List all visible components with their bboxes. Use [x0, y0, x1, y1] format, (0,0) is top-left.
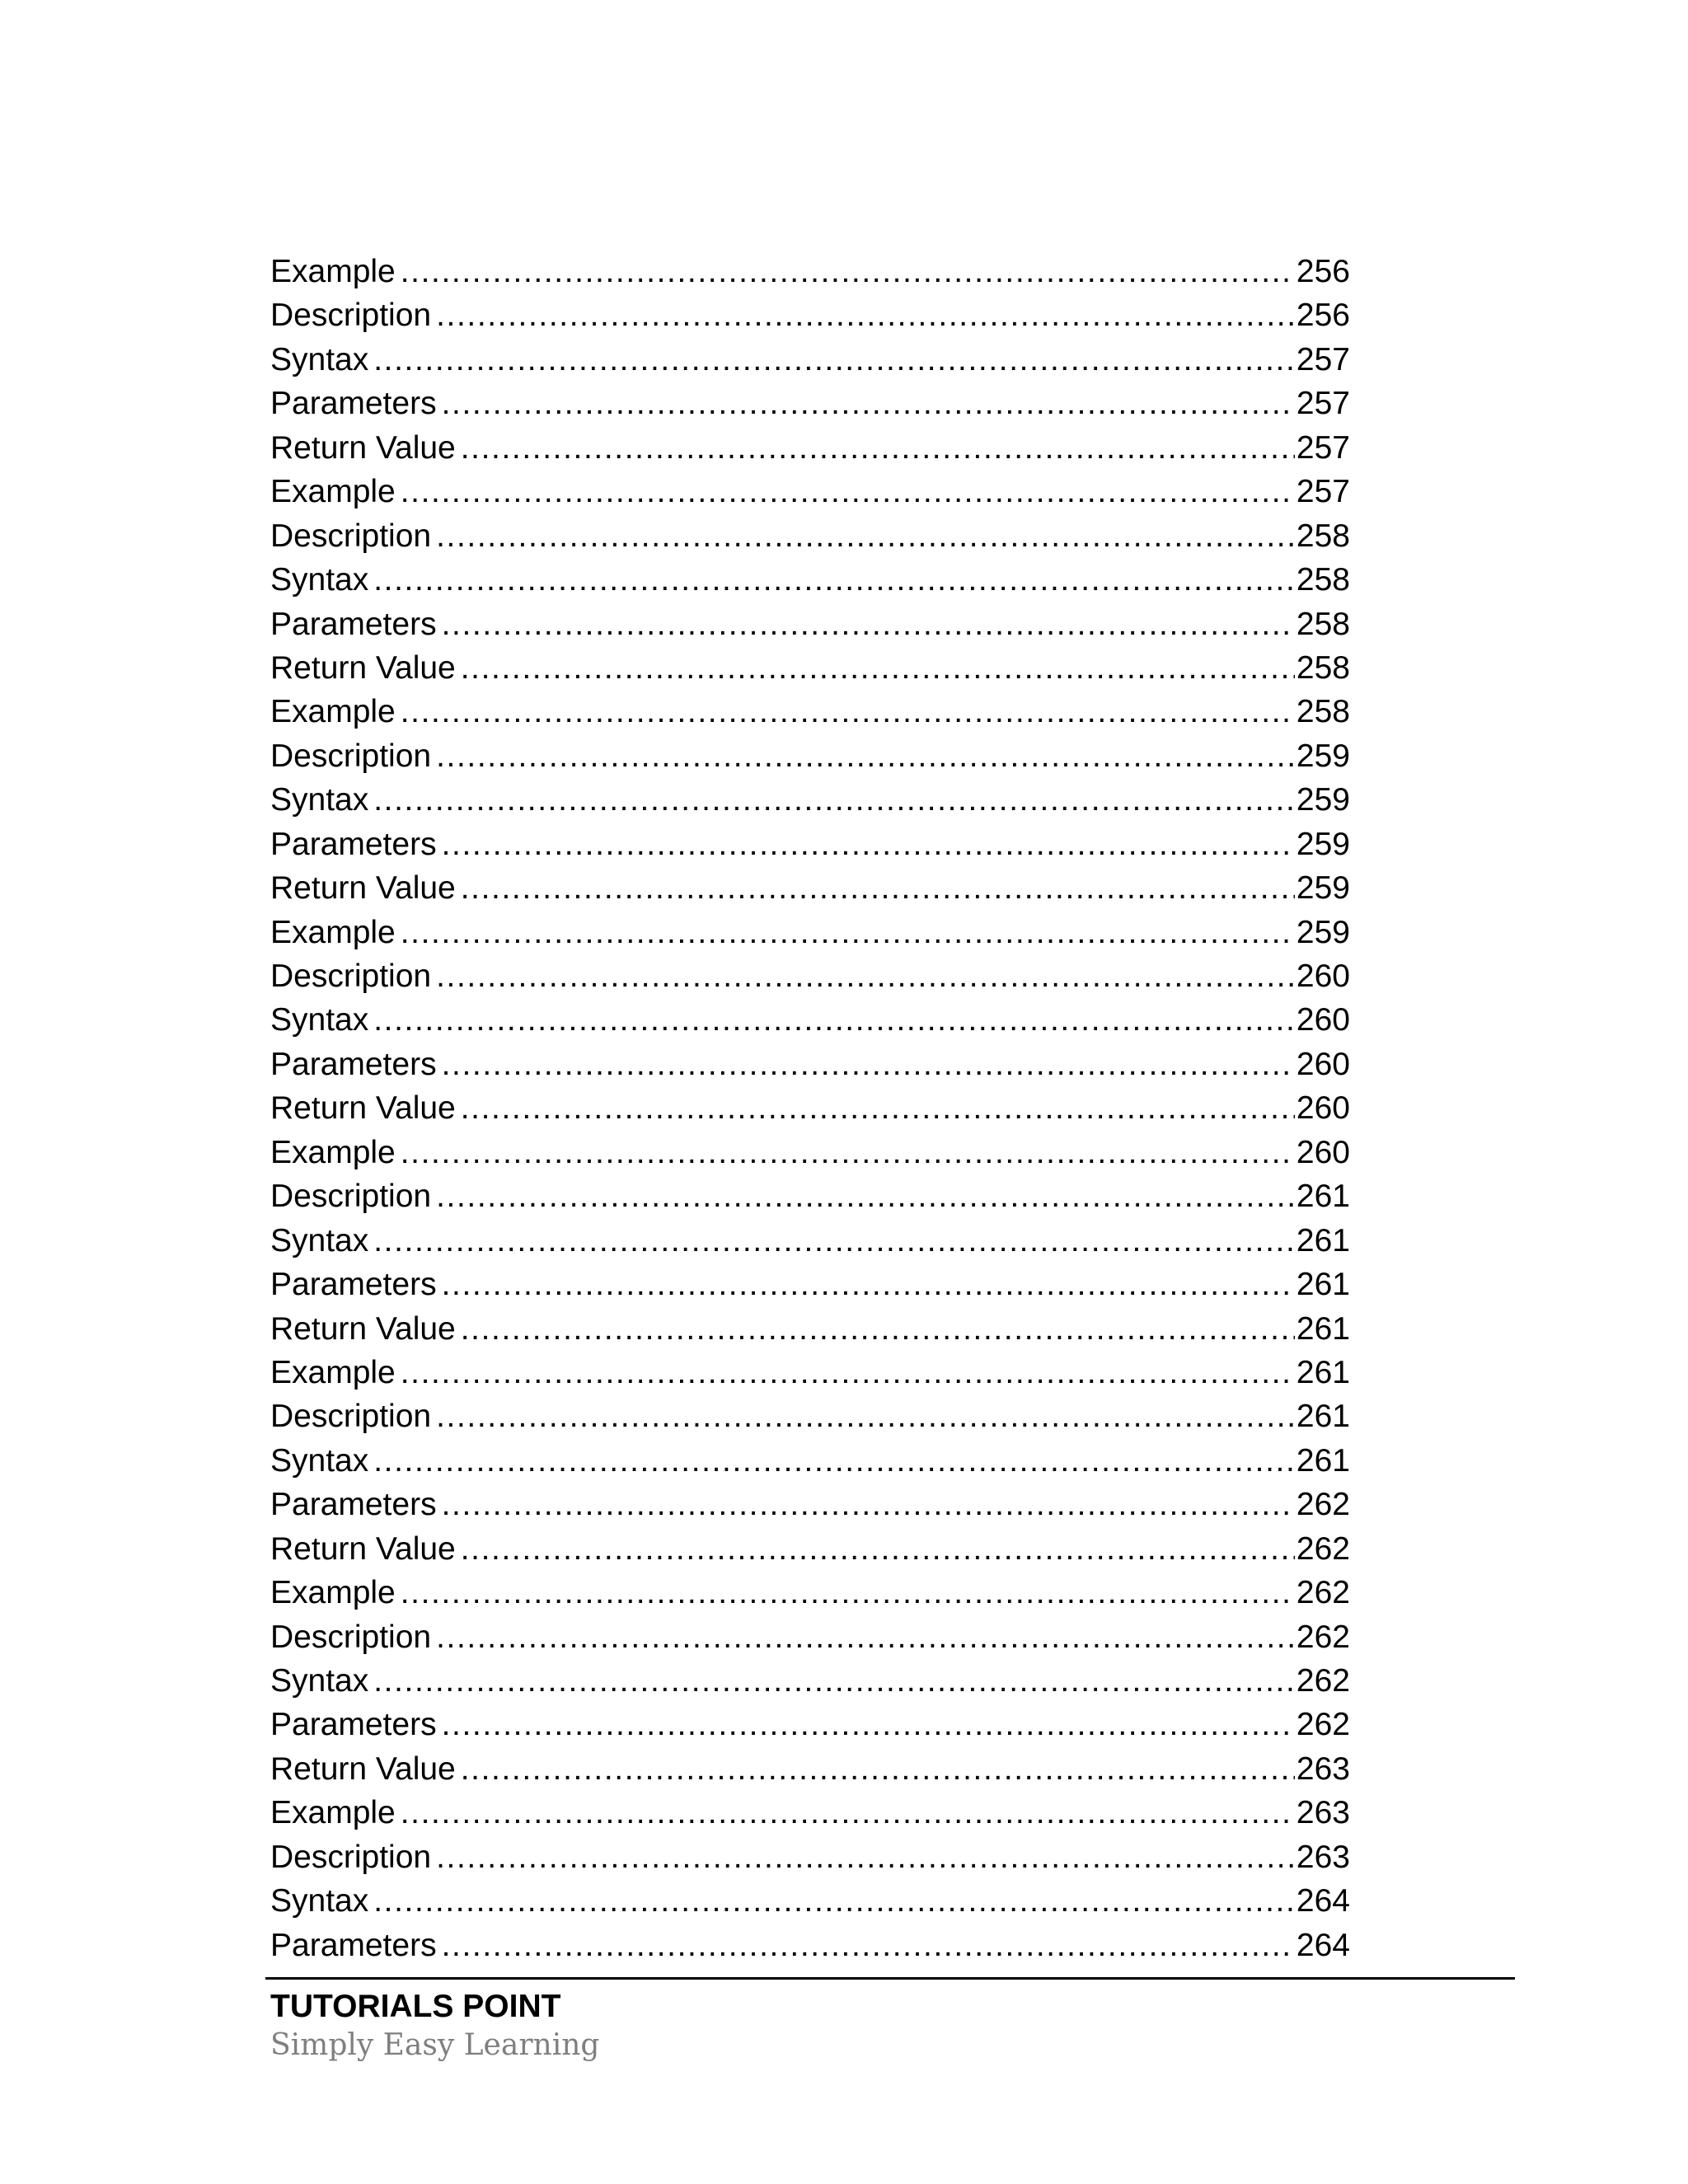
- toc-entry[interactable]: [270, 293, 1350, 337]
- toc-dot-leader: [436, 1394, 1295, 1438]
- toc-entry-label: Description: [270, 738, 432, 774]
- toc-entry[interactable]: [270, 1043, 1350, 1086]
- toc-entry[interactable]: [270, 690, 1350, 733]
- toc-entry-label: Syntax: [270, 1442, 369, 1479]
- toc-dot-leader: [401, 690, 1295, 733]
- toc-entry-page-number: 258: [1296, 606, 1350, 642]
- toc-entry[interactable]: [270, 1527, 1350, 1571]
- toc-entry-page-number: 263: [1296, 1839, 1350, 1875]
- toc-dot-leader: [461, 866, 1295, 910]
- toc-entry-page-number: 256: [1296, 298, 1350, 334]
- toc-dot-leader: [401, 1791, 1295, 1835]
- toc-entry-label: Description: [270, 1179, 432, 1215]
- toc-dot-leader: [442, 823, 1295, 866]
- toc-dot-leader: [373, 558, 1295, 602]
- toc-dot-leader: [461, 1527, 1295, 1571]
- toc-dot-leader: [373, 1879, 1295, 1923]
- toc-entry[interactable]: [270, 514, 1350, 558]
- toc-entry-page-number: 261: [1296, 1179, 1350, 1215]
- toc-entry-label: Description: [270, 518, 432, 554]
- toc-entry-label: Syntax: [270, 1002, 369, 1038]
- toc-dot-leader: [436, 1174, 1295, 1218]
- toc-entry[interactable]: [270, 1263, 1350, 1306]
- toc-dot-leader: [373, 1439, 1295, 1483]
- toc-dot-leader: [436, 734, 1295, 778]
- toc-entry-label: Parameters: [270, 1707, 437, 1743]
- toc-dot-leader: [461, 646, 1295, 690]
- toc-dot-leader: [373, 1659, 1295, 1703]
- toc-entry-page-number: 262: [1296, 1530, 1350, 1567]
- toc-entry-page-number: 261: [1296, 1310, 1350, 1347]
- toc-entry-label: Return Value: [270, 870, 456, 907]
- toc-dot-leader: [442, 602, 1295, 646]
- toc-dot-leader: [401, 1131, 1295, 1174]
- toc-entry-label: Parameters: [270, 1267, 437, 1303]
- toc-entry-label: Return Value: [270, 1310, 456, 1347]
- toc-entry-label: Example: [270, 694, 396, 730]
- toc-entry-page-number: 259: [1296, 782, 1350, 818]
- toc-entry-page-number: 258: [1296, 562, 1350, 598]
- toc-entry[interactable]: [270, 954, 1350, 998]
- toc-entry-label: Parameters: [270, 386, 437, 422]
- toc-dot-leader: [401, 250, 1295, 293]
- toc-entry-page-number: 263: [1296, 1795, 1350, 1831]
- table-of-contents: [270, 250, 1350, 1967]
- toc-dot-leader: [436, 954, 1295, 998]
- toc-entry-label: Description: [270, 1839, 432, 1875]
- toc-entry[interactable]: [270, 338, 1350, 382]
- toc-dot-leader: [461, 1307, 1295, 1351]
- toc-entry-page-number: 261: [1296, 1354, 1350, 1390]
- toc-entry-label: Parameters: [270, 1927, 437, 1963]
- toc-entry-label: Example: [270, 1134, 396, 1170]
- toc-dot-leader: [401, 911, 1295, 954]
- toc-entry[interactable]: [270, 911, 1350, 954]
- toc-entry-page-number: 257: [1296, 386, 1350, 422]
- toc-entry[interactable]: [270, 778, 1350, 822]
- toc-dot-leader: [436, 1835, 1295, 1879]
- footer-divider: [265, 1977, 1515, 1980]
- toc-dot-leader: [401, 470, 1295, 513]
- toc-dot-leader: [461, 1086, 1295, 1130]
- toc-entry[interactable]: [270, 1174, 1350, 1218]
- footer-tagline: Simply Easy Learning: [270, 2028, 600, 2062]
- toc-entry[interactable]: [270, 1924, 1350, 1967]
- toc-entry-page-number: 257: [1296, 429, 1350, 466]
- toc-entry-page-number: 258: [1296, 649, 1350, 686]
- toc-entry-page-number: 262: [1296, 1575, 1350, 1611]
- toc-dot-leader: [461, 426, 1295, 470]
- toc-entry-label: Return Value: [270, 1090, 456, 1127]
- toc-entry-label: Description: [270, 1399, 432, 1435]
- toc-entry-label: Parameters: [270, 1487, 437, 1523]
- toc-entry-label: Description: [270, 298, 432, 334]
- toc-entry[interactable]: [270, 558, 1350, 602]
- toc-entry-label: Syntax: [270, 1222, 369, 1258]
- toc-entry-label: Return Value: [270, 1530, 456, 1567]
- toc-entry[interactable]: [270, 1615, 1350, 1659]
- toc-entry-label: Example: [270, 254, 396, 289]
- toc-entry-page-number: 256: [1296, 254, 1350, 289]
- toc-dot-leader: [442, 1703, 1295, 1746]
- toc-entry-page-number: 261: [1296, 1399, 1350, 1435]
- toc-entry-label: Return Value: [270, 649, 456, 686]
- toc-entry-label: Example: [270, 474, 396, 510]
- toc-entry[interactable]: [270, 382, 1350, 425]
- toc-entry-page-number: 259: [1296, 826, 1350, 862]
- toc-entry-label: Return Value: [270, 1750, 456, 1787]
- toc-entry-page-number: 260: [1296, 1046, 1350, 1082]
- toc-dot-leader: [401, 1351, 1295, 1394]
- toc-entry[interactable]: [270, 1483, 1350, 1526]
- toc-entry[interactable]: [270, 1879, 1350, 1923]
- toc-entry-page-number: 263: [1296, 1750, 1350, 1787]
- toc-entry-page-number: 264: [1296, 1883, 1350, 1919]
- toc-entry-page-number: 262: [1296, 1663, 1350, 1699]
- toc-entry[interactable]: [270, 1703, 1350, 1746]
- toc-entry[interactable]: [270, 426, 1350, 470]
- toc-entry-page-number: 257: [1296, 341, 1350, 377]
- toc-entry[interactable]: [270, 734, 1350, 778]
- toc-entry-label: Syntax: [270, 562, 369, 598]
- toc-entry[interactable]: [270, 823, 1350, 866]
- toc-entry-page-number: 261: [1296, 1222, 1350, 1258]
- toc-entry-label: Syntax: [270, 782, 369, 818]
- toc-entry-label: Syntax: [270, 1663, 369, 1699]
- toc-entry[interactable]: [270, 1351, 1350, 1394]
- toc-entry-page-number: 257: [1296, 474, 1350, 510]
- toc-dot-leader: [442, 1043, 1295, 1086]
- toc-dot-leader: [442, 1263, 1295, 1306]
- toc-entry[interactable]: [270, 1086, 1350, 1130]
- toc-dot-leader: [373, 338, 1295, 382]
- toc-entry-page-number: 259: [1296, 738, 1350, 774]
- footer-brand: TUTORIALS POINT: [270, 1989, 561, 2024]
- toc-entry[interactable]: [270, 998, 1350, 1042]
- toc-entry-label: Return Value: [270, 429, 456, 466]
- toc-entry[interactable]: [270, 470, 1350, 513]
- toc-dot-leader: [373, 998, 1295, 1042]
- toc-entry-label: Syntax: [270, 341, 369, 377]
- toc-entry-page-number: 258: [1296, 518, 1350, 554]
- toc-entry[interactable]: [270, 1835, 1350, 1879]
- toc-dot-leader: [442, 1924, 1295, 1967]
- toc-entry-page-number: 258: [1296, 694, 1350, 730]
- toc-entry[interactable]: [270, 866, 1350, 910]
- toc-entry[interactable]: [270, 1131, 1350, 1174]
- toc-entry-page-number: 259: [1296, 914, 1350, 950]
- toc-entry-label: Parameters: [270, 606, 437, 642]
- toc-entry-page-number: 260: [1296, 1090, 1350, 1127]
- toc-entry[interactable]: [270, 602, 1350, 646]
- toc-entry-label: Example: [270, 1575, 396, 1611]
- toc-entry-label: Example: [270, 1795, 396, 1831]
- toc-entry-label: Example: [270, 1354, 396, 1390]
- toc-dot-leader: [436, 293, 1295, 337]
- toc-entry[interactable]: [270, 1659, 1350, 1703]
- toc-dot-leader: [442, 1483, 1295, 1526]
- toc-entry[interactable]: [270, 1219, 1350, 1263]
- toc-entry[interactable]: [270, 1394, 1350, 1438]
- toc-entry-page-number: 261: [1296, 1267, 1350, 1303]
- toc-entry-page-number: 262: [1296, 1487, 1350, 1523]
- toc-entry-page-number: 262: [1296, 1707, 1350, 1743]
- toc-entry-page-number: 264: [1296, 1927, 1350, 1963]
- toc-dot-leader: [436, 514, 1295, 558]
- toc-entry-page-number: 260: [1296, 1134, 1350, 1170]
- toc-entry-label: Description: [270, 958, 432, 994]
- toc-dot-leader: [373, 1219, 1295, 1263]
- toc-entry[interactable]: [270, 250, 1350, 293]
- toc-entry-label: Parameters: [270, 1046, 437, 1082]
- toc-entry[interactable]: [270, 1307, 1350, 1351]
- toc-entry-page-number: 262: [1296, 1619, 1350, 1655]
- toc-entry-label: Description: [270, 1619, 432, 1655]
- toc-entry-page-number: 259: [1296, 870, 1350, 907]
- toc-entry[interactable]: [270, 1571, 1350, 1615]
- toc-dot-leader: [436, 1615, 1295, 1659]
- toc-entry-label: Example: [270, 914, 396, 950]
- toc-dot-leader: [461, 1747, 1295, 1791]
- toc-dot-leader: [401, 1571, 1295, 1615]
- toc-entry[interactable]: [270, 646, 1350, 690]
- toc-dot-leader: [442, 382, 1295, 425]
- toc-entry-label: Parameters: [270, 826, 437, 862]
- toc-entry-page-number: 261: [1296, 1442, 1350, 1479]
- toc-entry[interactable]: [270, 1747, 1350, 1791]
- toc-entry-label: Syntax: [270, 1883, 369, 1919]
- toc-dot-leader: [373, 778, 1295, 822]
- toc-entry-page-number: 260: [1296, 958, 1350, 994]
- toc-entry-page-number: 260: [1296, 1002, 1350, 1038]
- toc-entry[interactable]: [270, 1791, 1350, 1835]
- toc-entry[interactable]: [270, 1439, 1350, 1483]
